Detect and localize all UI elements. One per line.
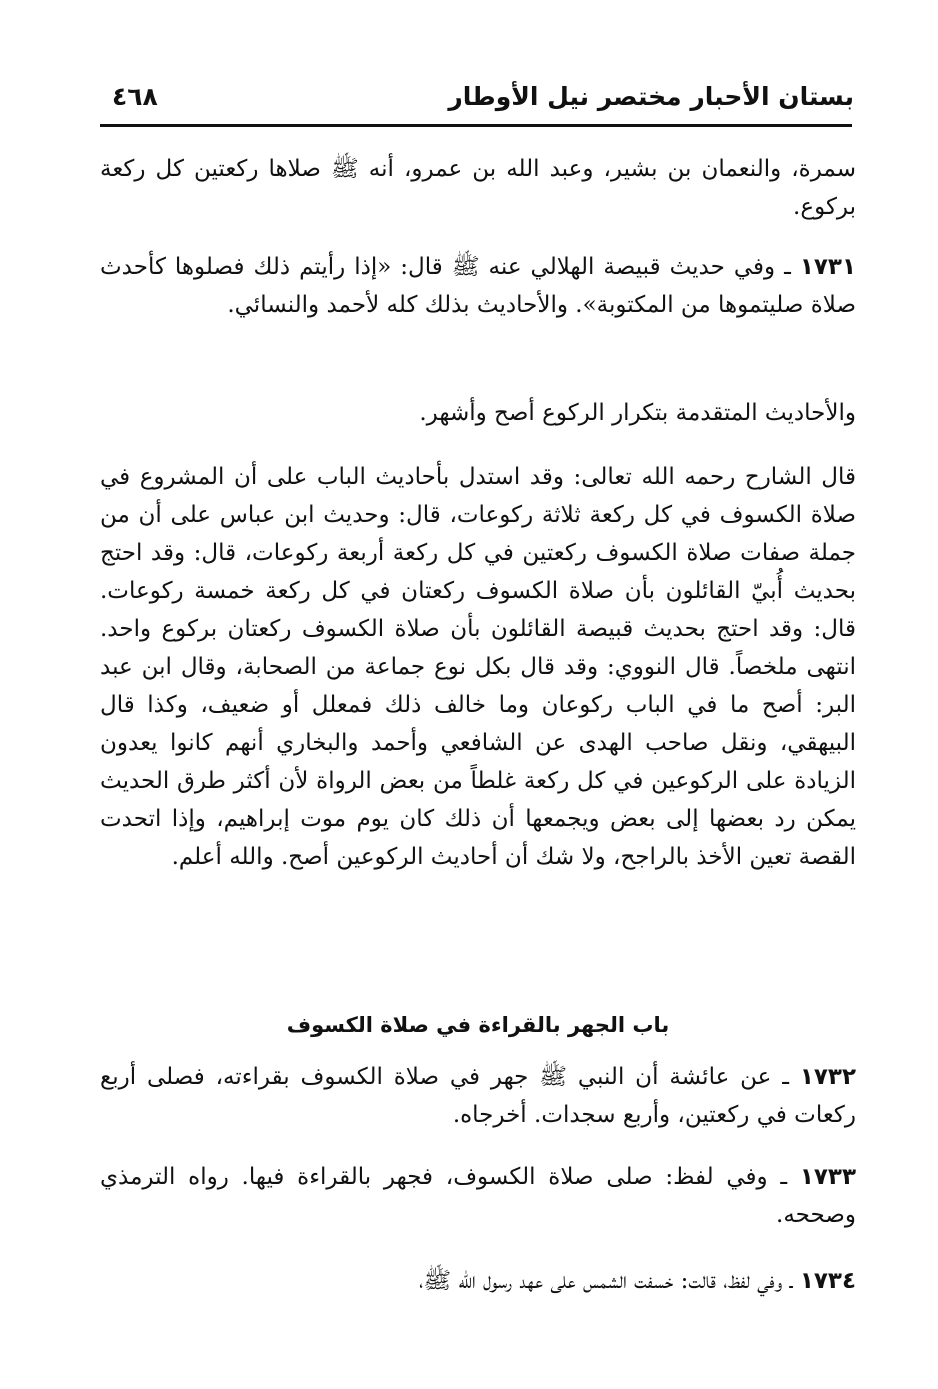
hadith-1733 [100,1158,856,1234]
hadith-number: ١٧٣٢ [799,1064,856,1090]
paragraph-text: والأحاديث المتقدمة بتكرار الركوع أصح وأشهر. [419,400,856,426]
hadith-1734 [100,1262,856,1300]
hadith-text: ـ وفي لفظ: صلى صلاة الكسوف، فجهر بالقراءة فيها. رواه الترمذي وصححه. [100,1164,856,1228]
page-number: ٤٦٨ [112,82,158,111]
paragraph-continuation [100,150,856,226]
hadith-number: ١٧٣٤ [799,1268,856,1294]
commentary-paragraph [100,458,856,876]
hadith-1732 [100,1058,856,1134]
paragraph-note [100,394,856,432]
running-header [104,78,854,122]
paragraph-text: قال الشارح رحمه الله تعالى: وقد استدل بأحاديث الباب على أن المشروع في صلاة الكسوف في كل ركعة ثلاثة ركوعات، قال: وحديث ابن عباس على أن من جملة صفات صلاة الكسوف ركعتين في كل ركعة أربعة ركوعات، قال: وقد احتج بحديث أُبيّ القائلون بأن صلاة الكسوف ركعتان في كل ركعة خمسة ركوعات. قال: وقد احتج بحديث قبيصة القائلون بأن صلاة الكسوف ركعتان بركوع واحد. انتهى ملخصاً. قال النووي: وقد قال بكل نوع جماعة من الصحابة، وقال ابن عبد البر: أصح ما في الباب ركوعان وما خالف ذلك فمعلل أو ضعيف، وكذا قال البيهقي، ونقل صاحب الهدى عن الشافعي وأحمد والبخاري أنهم كانوا يعدون الزيادة على الركوعين في كل ركعة غلطاً من بعض الرواة لأن أكثر طرق الحديث يمكن رد بعضها إلى بعض ويجمعها أن ذلك كان يوم موت إبراهيم، وإذا اتحدت القصة تعين الأخذ بالراجح، ولا شك أن أحاديث الركوعين أصح. والله أعلم. [100,464,857,870]
hadith-1731 [100,248,856,324]
hadith-number: ١٧٣٣ [799,1164,857,1190]
hadith-text: ـ وفي لفظ، قالت: خسفت الشمس على عهد رسول الله ﷺ، [419,1268,793,1294]
header-rule [100,124,852,127]
hadith-number: ١٧٣١ [799,254,856,280]
paragraph-text: سمرة، والنعمان بن بشير، وعبد الله بن عمرو، أنه ﷺ صلاها ركعتين كل ركعة بركوع. [100,156,856,220]
hadith-text: ـ عن عائشة أن النبي ﷺ جهر في صلاة الكسوف بقراءته، فصلى أربع ركعات في ركعتين، وأربع سجدات. أخرجاه. [100,1064,856,1128]
hadith-text: ـ وفي حديث قبيصة الهلالي عنه ﷺ قال: «إذا رأيتم ذلك فصلوها كأحدث صلاة صليتموها من المكتوبة». والأحاديث بذلك كله لأحمد والنسائي. [100,254,856,318]
section-heading: باب الجهر بالقراءة في صلاة الكسوف [286,1013,670,1037]
book-title: بستان الأحبار مختصر نيل الأوطار [448,82,854,111]
